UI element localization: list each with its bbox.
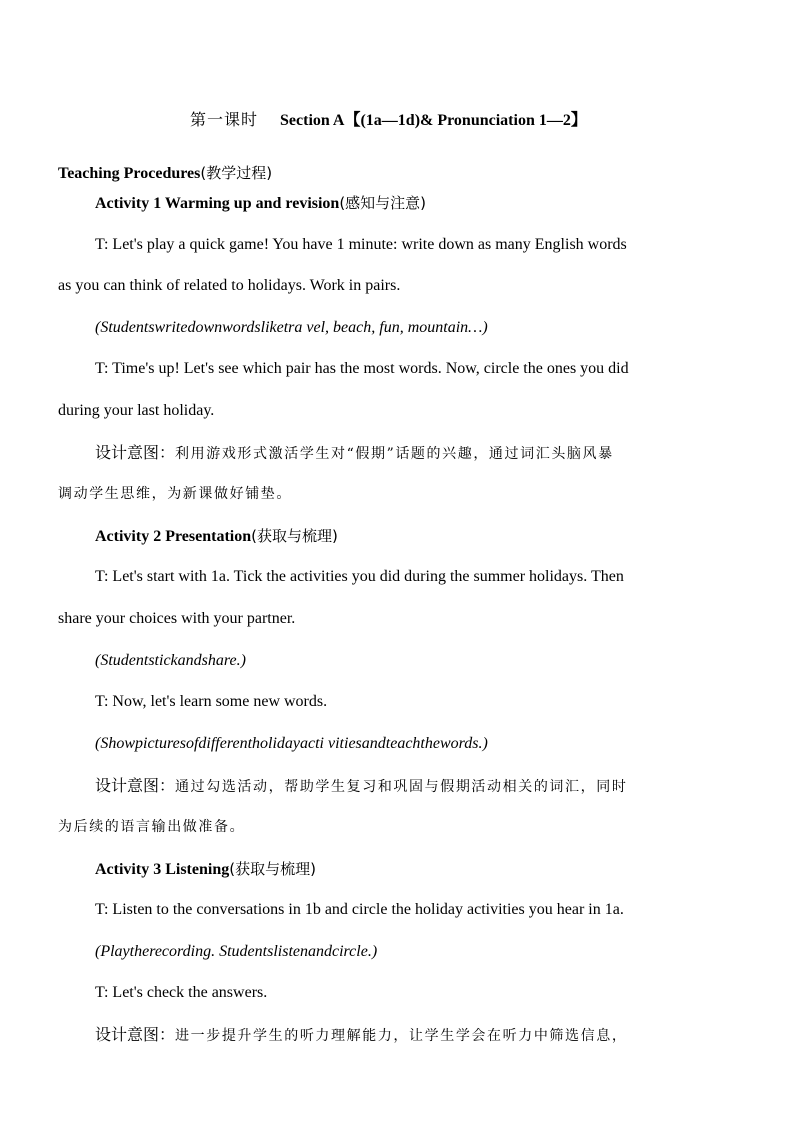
- activity2-intent-text: 通过勾选活动，帮助学生复习和巩固与假期活动相关的词汇，同时: [175, 779, 628, 795]
- activity2-intent-label: 设计意图：: [95, 776, 176, 795]
- activity2-heading: [95, 526, 338, 547]
- activity1-note: (Studentswritedownwordsliketra vel, beach, fun, mountain…): [95, 319, 488, 336]
- activity2-intent: [95, 776, 627, 797]
- activity3-intent: [95, 1025, 627, 1046]
- page-title: [190, 110, 587, 131]
- activity2-teacher2: T: Now, let's learn some new words.: [95, 693, 328, 710]
- activity1-intent-text: 利用游戏形式激活学生对“假期”话题的兴趣，通过词汇头脑风暴: [175, 446, 614, 462]
- activity1-cn: (感知与注意): [339, 194, 427, 212]
- activity1-heading: [95, 193, 426, 214]
- activity3-intent-text: 进一步提升学生的听力理解能力，让学生学会在听力中筛选信息，: [175, 1028, 628, 1044]
- activity3-heading: [95, 859, 316, 880]
- activity2-note1: (Studentstickandshare.): [95, 652, 246, 669]
- section-label: Section A【(1a—1d)& Pronunciation 1—2】: [280, 112, 587, 129]
- activity1-teacher2-line1: T: Time's up! Let's see which pair has the most words. Now, circle the ones you did: [95, 360, 629, 377]
- activity1-intent-line2: 调动学生思维，为新课做好铺垫。: [58, 486, 292, 502]
- activity3-teacher2: T: Let's check the answers.: [95, 984, 268, 1001]
- procedures-heading-cn: (教学过程): [200, 164, 273, 182]
- activity2-note2: (Showpicturesofdifferentholidayacti vitiesandteachthewords.): [95, 735, 488, 752]
- activity2-cn: (获取与梳理): [251, 527, 338, 545]
- activity3-intent-label: 设计意图：: [95, 1025, 176, 1044]
- procedures-heading-en: Teaching Procedures: [58, 165, 201, 182]
- activity1-teacher-line2: as you can think of related to holidays. Work in pairs.: [58, 277, 401, 294]
- activity1-title: Activity 1 Warming up and revision: [95, 195, 340, 212]
- activity2-teacher-line1: T: Let's start with 1a. Tick the activities you did during the summer holidays. Then: [95, 568, 624, 585]
- activity2-teacher-line2: share your choices with your partner.: [58, 610, 296, 627]
- activity1-teacher-line1: T: Let's play a quick game! You have 1 minute: write down as many English words: [95, 236, 627, 253]
- activity1-intent: [95, 443, 614, 464]
- activity3-cn: (获取与梳理): [229, 860, 316, 878]
- activity3-note: (Playtherecording. Studentslistenandcircle.): [95, 943, 378, 960]
- activity1-teacher2-line2: during your last holiday.: [58, 402, 215, 419]
- activity3-teacher1: T: Listen to the conversations in 1b and circle the holiday activities you hear in 1a.: [95, 901, 624, 918]
- activity2-title: Activity 2 Presentation: [95, 528, 252, 545]
- activity3-title: Activity 3 Listening: [95, 861, 230, 878]
- lesson-label: 第一课时: [190, 110, 259, 129]
- activity1-intent-label: 设计意图：: [95, 443, 176, 462]
- procedures-heading: [58, 163, 272, 184]
- activity2-intent-line2: 为后续的语言输出做准备。: [58, 819, 246, 835]
